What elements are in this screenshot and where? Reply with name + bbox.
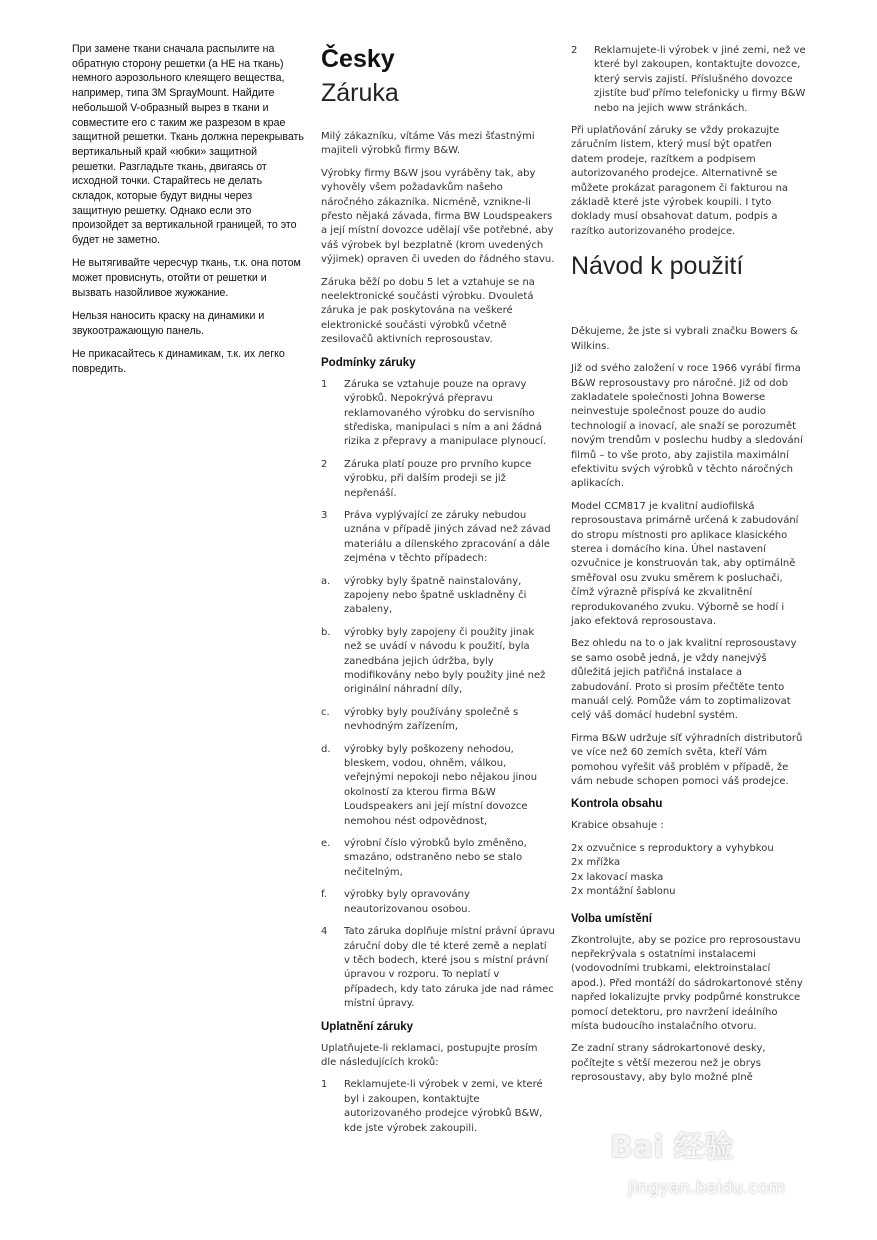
condition-number: 2	[321, 458, 328, 470]
claim-text: Reklamujete-li výrobek v jiné zemi, než ve které byl zakoupen, kontaktujte dovozce, který servis zajistí. Příslušného dovozce zjistíte buď přímo telefonicky u firmy B&W nebo na jejich www stránkách.	[594, 45, 806, 114]
condition-text: výrobní číslo výrobků bylo změněno, smazáno, odstraněno nebo se stalo nečitelným,	[344, 838, 527, 878]
condition-item	[321, 575, 555, 618]
manual-paragraph-1: Děkujeme, že jste si vybrali značku Bowers & Wilkins.	[571, 326, 798, 352]
warranty-title: Záruka	[321, 79, 399, 107]
condition-number: e.	[321, 838, 331, 850]
ru-paragraph-2: Не вытягивайте чересчур ткань, т.к. она потом может провиснуть, отойти от решетки и вызвать назойливое жужжание.	[72, 257, 301, 299]
warranty-paragraph-2: Výrobky firmy B&W jsou vyráběny tak, aby vyhověly všem požadavkům našeho náročného zákazníka. Nicméně, vznikne-li přesto nějaká závada, firma BW Loudspeakers a její místní dovozce udělají vše potřebné, aby váš výrobek byl bezplatně (krom uvedených výjimek) opraven či uveden do řádného stavu.	[321, 167, 555, 266]
condition-number: a.	[321, 575, 331, 587]
claim-number: 2	[571, 45, 578, 56]
contents-intro: Krabice obsahuje :	[571, 820, 664, 832]
manual-paragraph-5: Firma B&W udržuje síť výhradních distributorů ve více než 60 zemích světa, kteří Vám pomohou vyřešit váš problém v případě, že vám nebude schopen pomoci váš prodejce.	[571, 732, 803, 788]
condition-text: výrobky byly poškozeny nehodou, bleskem, vodou, ohněm, válkou, veřejnými nepokoji nebo nějakou jinou okolností za kterou firma B&W Loudspeakers ani její místní dovozce nemohou nést odpovědnost,	[344, 743, 538, 827]
czech-manual-column	[571, 44, 806, 1094]
contents-item: 2x ozvučnice s reproduktory a vyhybkou	[571, 842, 774, 854]
contents-item: 2x lakovací maska	[571, 871, 664, 883]
contents-item: 2x montážní šablonu	[571, 886, 676, 898]
condition-number: b.	[321, 626, 331, 638]
ru-paragraph-1: При замене ткани сначала распылите на обратную сторону решетки (а НЕ на ткань) немного аэрозольного клеящего вещества, например, типа 3М SprayMount. Найдите небольшой V-образный вырез в ткани и совместите его с таким же разрезом в крае защитной решетки. Ткань должна перекрывать вертикальный край «юбки» защитной решетки. Разгладьте ткань, двигаясь от исходной точки. Старайтесь не делать складок, которые будут видны через защитную решетку. Однако если это произойдет за вертикальной границей, то это будет не заметно.	[72, 43, 304, 247]
condition-item	[321, 378, 555, 450]
condition-item	[321, 706, 555, 735]
condition-item	[321, 509, 555, 567]
manual-title: Návod k použití	[571, 252, 744, 281]
condition-text: Tato záruka doplňuje místní právní úpravu záruční doby dle té které země a neplatí v těch bodech, které jsou s místní právní úpravou v rozporu. To neplatí v případech, kdy tato záruka jde nad rámec místní úpravy.	[344, 926, 555, 1010]
condition-item	[321, 888, 555, 917]
condition-number: 4	[321, 926, 328, 938]
claims-intro: Uplatňujete-li reklamaci, postupujte prosím dle následujících kroků:	[321, 1042, 538, 1068]
czech-warranty-column	[321, 44, 555, 1144]
russian-column	[72, 42, 304, 385]
contents-list	[571, 842, 806, 900]
warranty-paragraph-1: Milý zákazníku, vítáme Vás mezi šťastnými majiteli výrobků firmy B&W.	[321, 131, 535, 157]
placement-paragraph-1: Zkontrolujte, aby se pozice pro reprosoustavu nepřekrývala s ostatními instalacemi (vodovodními trubkami, elektroinstalací apod.). Před montáží do sádrokartonové stěny napřed lokalizujte prvky podpůrné konstrukce pomocí detektoru, pro navržení ideálního místa budoucího instalačního otvoru.	[571, 934, 803, 1032]
ru-paragraph-4: Не прикасайтесь к динамикам, т.к. их легко повредить.	[72, 347, 285, 375]
placement-title: Volba umístění	[571, 912, 652, 925]
condition-item	[321, 458, 555, 501]
condition-text: výrobky byly špatně nainstalovány, zapojeny nebo špatně uskladněny či zabaleny,	[344, 575, 527, 616]
condition-item	[321, 925, 555, 1011]
manual-paragraph-4: Bez ohledu na to o jak kvalitní reprosoustavy se samo osobě jedná, je vždy nanejvýš důležitá jejich patřičná instalace a zabudování. Proto si prosím přečtěte tento manuál celý. Pomůže vám to zoptimalizovat celý váš domácí hudební systém.	[571, 638, 797, 722]
language-title: Česky	[321, 45, 395, 73]
claim-item	[571, 44, 806, 116]
condition-text: výrobky byly opravovány neautorizovanou osobou.	[344, 889, 471, 915]
condition-number: 3	[321, 509, 328, 521]
claim-item	[321, 1078, 555, 1136]
condition-item	[321, 837, 555, 880]
placement-paragraph-2: Ze zadní strany sádrokartonové desky, počítejte s větší mezerou než je obrys reprosoustavy, aby bylo možné plně	[571, 1043, 766, 1084]
condition-number: f.	[321, 889, 327, 901]
claims-title: Uplatnění záruky	[321, 1020, 414, 1033]
condition-text: výrobky byly zapojeny či použity jinak než se uvádí v návodu k použití, byla zanedbána jejich údržba, byly modifikovány nebo byly použity jiné než originální náhradní díly,	[344, 626, 546, 696]
contents-title: Kontrola obsahu	[571, 798, 663, 811]
watermark-url: jingyan.baidu.com	[628, 1178, 785, 1198]
condition-text: Záruka platí pouze pro prvního kupce výrobku, při dalším prodeji se již nepřenáší.	[344, 458, 532, 499]
condition-number: d.	[321, 743, 331, 755]
claims-note: Při uplatňování záruky se vždy prokazujte záručním listem, který musí být opatřen datem prodeje, razítkem a podpisem autorizovaného prodejce. Alternativně se můžete prokázat paragonem či fakturou na základě které jste výrobek koupili. I tyto doklady musí obsahovat datum, podpis a razítko autorizovaného prodejce.	[571, 125, 789, 237]
manual-paragraph-2: Již od svého založení v roce 1966 vyrábí firma B&W reprosoustavy pro náročné. Již od dob zakladatele společnosti Johna Bowerse neinvestuje společnost pouze do audio technologií a inovací, ale snaží se porozumět novým trendům v poslechu hudby a sledování filmů – to vše proto, aby zajistila maximální efektivitu svých výrobků v těchto náročných aplikacích.	[571, 363, 803, 490]
contents-item: 2x mřížka	[571, 857, 621, 869]
condition-item	[321, 743, 555, 829]
ru-paragraph-3: Нельзя наносить краску на динамики и звукоотражающую панель.	[72, 309, 265, 337]
condition-number: 1	[321, 378, 328, 390]
conditions-title: Podmínky záruky	[321, 356, 416, 369]
warranty-paragraph-3: Záruka běží po dobu 5 let a vztahuje se na neelektronické součásti výrobku. Dvouletá záruka je pak poskytována na veškeré elektronické součásti výrobků včetně zesilovačů aktivních reprosoustav.	[321, 276, 535, 346]
condition-text: výrobky byly používány společně s nevhodným zařízením,	[344, 706, 519, 733]
claim-text: Reklamujete-li výrobek v zemi, ve které byl i zakoupen, kontaktujte autorizovaného prodejce výrobků B&W, kde jste výrobek zakoupili.	[344, 1079, 543, 1134]
condition-number: c.	[321, 706, 330, 718]
watermark-logo: Bai 经验	[610, 1130, 734, 1165]
claim-number: 1	[321, 1079, 328, 1091]
condition-item	[321, 626, 555, 698]
condition-text: Práva vyplývající ze záruky nebudou uznána v případě jiných závad než závad materiálu a dílenského zpracování a dále zejména v těchto případech:	[344, 509, 551, 565]
condition-text: Záruka se vztahuje pouze na opravy výrobků. Nepokrývá přepravu reklamovaného výrobku do servisního střediska, manipulaci s ním a ani žádná rizika z přepravy a manipulace plynoucí.	[344, 378, 547, 448]
manual-paragraph-3: Model CCM817 je kvalitní audiofilská reprosoustava primárně určená k zabudování do stropu místnosti pro aplikace klasického sterea i domácího kina. Úhel nastavení ozvučnice je konstruován tak, aby optimálně směřoval osu zvuku směrem k posluchači, čímž výrazně přispívá ke zkvalitnění reprodukovaného zvuku. Výborně se hodí i jako efektová reprosoustava.	[571, 500, 799, 627]
